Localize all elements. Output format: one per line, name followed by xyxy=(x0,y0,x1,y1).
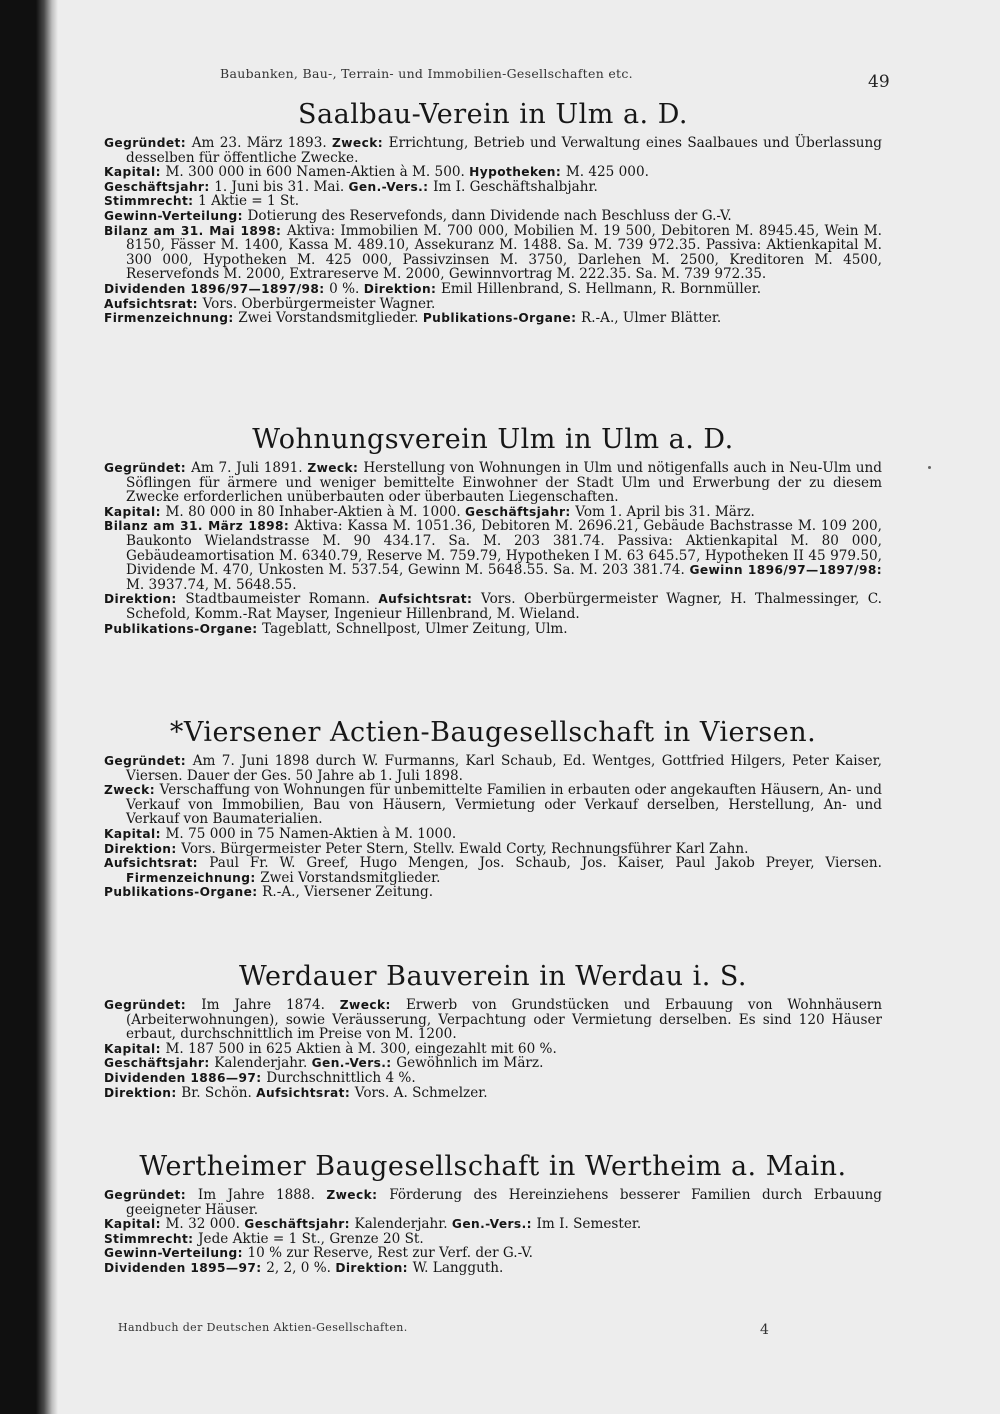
field-label: Hypotheken: xyxy=(469,165,566,180)
field-value: Dotierung des Reservefonds, dann Dividende nach Beschluss der G.-V. xyxy=(247,207,732,224)
field-value: M. 3937.74, M. 5648.55. xyxy=(126,576,297,593)
entry-line xyxy=(104,505,882,520)
field-value: Emil Hillenbrand, S. Hellmann, R. Bornmüller. xyxy=(440,280,762,297)
field-value: Im I. Geschäftshalbjahr. xyxy=(433,178,598,195)
field-label: Direktion: xyxy=(104,592,186,607)
field-label: Geschäftsjahr: xyxy=(244,1217,355,1232)
field-label: Zweck: xyxy=(307,461,364,475)
field-value: Durchschnittlich 4 %. xyxy=(266,1069,416,1086)
field-value: M. 300 000 in 600 Namen-Aktien à M. 500. xyxy=(165,164,470,181)
entry-title: Werdauer Bauverein in Werdau i. S. xyxy=(238,961,748,992)
field-label: Gewinn 1896/97—1897/98: xyxy=(689,563,882,578)
entry-body xyxy=(104,136,882,326)
field-value: 1. Juni bis 31. Mai. xyxy=(214,178,349,195)
field-value: Br. Schön. xyxy=(181,1084,257,1101)
field-label: Publikations-Organe: xyxy=(104,621,263,636)
field-label: Zweck: xyxy=(332,136,389,150)
field-label: Bilanz am 31. Mai 1898: xyxy=(104,223,287,238)
entry-wohnungsverein xyxy=(104,425,882,636)
entry-line xyxy=(104,297,882,312)
entry-line xyxy=(104,856,882,885)
entry-line xyxy=(104,136,882,165)
entry-line xyxy=(104,998,882,1042)
entry-line xyxy=(104,282,882,297)
entry-line xyxy=(104,209,882,224)
binding-shadow xyxy=(0,0,58,1414)
entry-line xyxy=(104,885,882,900)
field-value: Aktiva: Immobilien M. 700 000, Mobilien M. 19 500, Debitoren M. 8945.45, Wein M. 8150, Fässer M. 1400, Kassa M. 489.10, Assekuranz M. 1488. Sa. M. 739 972.35. Passiva: Aktienkapital M. 300 000, Hypotheken M. 425 000, Passivzinsen M. 3750, Darlehen M. 2500, Kreditoren M. 4500, Reservefonds M. 2000, Extrareserve M. 2000, Gewinnvortrag M. 222.35. Sa. M. 739 972.35. xyxy=(126,222,882,283)
field-value: Aktiva: Kassa M. 1051.36, Debitoren M. 2696.21, Gebäude Bachstrasse M. 109 200, Baukonto Wielandstrasse M. 90 434.17. Sa. M. 203 381.74. Passiva: Aktienkapital M. 80 000, Gebäudeamortisation M. 6340.79, Reserve M. 759.79, Hypotheken I M. 63 645.57, Hypotheken II 45 979.50, Dividende M. 470, Unkosten M. 537.54, Gewinn M. 5648.55. Sa. M. 203 381.74. xyxy=(126,518,882,579)
entry-line xyxy=(104,1071,882,1086)
signature-mark: 4 xyxy=(760,1322,769,1338)
field-value: 0 %. xyxy=(329,280,364,297)
field-label: Gewinn-Verteilung: xyxy=(104,1246,248,1261)
field-value: Herstellung von Wohnungen in Ulm und nötigenfalls auch in Neu-Ulm und Söflingen für ärmere und weniger bemittelte Einwohner der Stadt Ulm und Erwerbung der zu diesem Zwecke erforderlichen unüberbauten oder überbauten Liegenschaften. xyxy=(126,460,882,506)
running-header: Baubanken, Bau-, Terrain- und Immobilien-Gesellschaften etc. xyxy=(220,66,633,81)
field-label: Dividenden 1886—97: xyxy=(104,1070,267,1085)
field-label: Kapital: xyxy=(104,826,166,841)
field-value: Zwei Vorstandsmitglieder. xyxy=(238,310,423,327)
field-value: Paul Fr. W. Greef, Hugo Mengen, Jos. Schaub, Jos. Kaiser, Paul Jakob Preyer, Viersen. xyxy=(209,855,882,872)
field-label: Aufsichtsrat: xyxy=(104,296,203,311)
field-value: Gewöhnlich im März. xyxy=(396,1055,544,1072)
field-label: Kapital: xyxy=(104,504,166,519)
entry-line xyxy=(104,1232,882,1247)
entry-title: Saalbau-Verein in Ulm a. D. xyxy=(298,99,688,130)
page-number: 49 xyxy=(868,72,890,92)
entry-body xyxy=(104,754,882,900)
field-value: 2, 2, 0 %. xyxy=(266,1259,336,1276)
entry-line xyxy=(104,783,882,827)
field-label: Geschäftsjahr: xyxy=(104,179,215,194)
field-value: M. 32 000. xyxy=(165,1216,245,1233)
entry-viersener-actien-baugesellschaft xyxy=(104,718,882,900)
field-label: Direktion: xyxy=(335,1260,413,1275)
entry-body xyxy=(104,998,882,1100)
footer-source: Handbuch der Deutschen Aktien-Gesellschaften. xyxy=(118,1321,408,1334)
field-value: M. 80 000 in 80 Inhaber-Aktien à M. 1000. xyxy=(165,503,466,520)
field-label: Direktion: xyxy=(363,281,441,296)
field-value: Errichtung, Betrieb und Verwaltung eines Saalbaues und Überlassung desselben für öffentliche Zwecke. xyxy=(126,135,883,166)
field-value: Erwerb von Grundstücken und Erbauung von Wohnhäusern (Arbeiterwohnungen), sowie Veräusserung, Verpachtung oder Vermietung derselben. Es sind 120 Häuser erbaut, durchschnittlich im Preise von M. 1200. xyxy=(126,997,882,1043)
entry-line xyxy=(104,1261,882,1276)
entry-line xyxy=(104,1086,882,1101)
field-value: W. Langguth. xyxy=(412,1259,504,1276)
field-value: Verschaffung von Wohnungen für unbemittelte Familien in erbauten oder angekauften Häusern, An- und Verkauf von Immobilien, Bau von Häusern, Vermietung oder Verkauf derselben, Herstellung, An- und Verkauf von Baumaterialien. xyxy=(126,782,882,828)
field-value: Am 23. März 1893. xyxy=(191,135,333,151)
entry-wertheimer-baugesellschaft xyxy=(104,1152,882,1276)
entry-line xyxy=(104,1042,882,1057)
entry-saalbau-verein xyxy=(104,100,882,326)
field-label: Firmenzeichnung: xyxy=(104,311,239,326)
field-label: Gegründet: xyxy=(104,1188,198,1202)
field-label: Zweck: xyxy=(339,998,406,1012)
entry-line xyxy=(104,461,882,505)
field-label: Bilanz am 31. März 1898: xyxy=(104,519,295,534)
field-value: Förderung des Hereinziehens besserer Familien durch Erbauung geeigneter Häuser. xyxy=(126,1187,882,1218)
field-label: Gewinn-Verteilung: xyxy=(104,208,248,223)
entry-title: Wertheimer Baugesellschaft in Wertheim a. Main. xyxy=(139,1151,847,1182)
field-label: Aufsichtsrat: xyxy=(378,592,482,607)
field-label: Geschäftsjahr: xyxy=(104,1056,215,1071)
field-label: Gegründet: xyxy=(104,754,193,768)
field-value: 1 Aktie = 1 St. xyxy=(198,193,300,210)
field-label: Zweck: xyxy=(326,1188,390,1202)
entry-body xyxy=(104,1188,882,1276)
field-value: Im I. Semester. xyxy=(536,1216,642,1233)
entry-line xyxy=(104,194,882,209)
entry-line xyxy=(104,842,882,857)
entry-line xyxy=(104,165,882,180)
field-value: Im Jahre 1888. xyxy=(197,1187,327,1203)
field-value: Stadtbaumeister Romann. xyxy=(185,591,379,608)
field-value: 10 % zur Reserve, Rest zur Verf. der G.-V. xyxy=(247,1245,533,1262)
field-label: Gen.-Vers.: xyxy=(311,1056,397,1071)
field-value: M. 75 000 in 75 Namen-Aktien à M. 1000. xyxy=(165,825,457,842)
entry-line xyxy=(104,754,882,783)
field-label: Publikations-Organe: xyxy=(104,885,263,900)
field-label: Aufsichtsrat: xyxy=(256,1085,355,1100)
field-value: Kalenderjahr. xyxy=(214,1055,312,1072)
field-value: Tageblatt, Schnellpost, Ulmer Zeitung, Ulm. xyxy=(262,620,568,637)
field-value: Zwei Vorstandsmitglieder. xyxy=(260,869,441,886)
field-value: Kalenderjahr. xyxy=(354,1216,452,1233)
field-value: Vors. A. Schmelzer. xyxy=(354,1084,488,1101)
field-label: Publikations-Organe: xyxy=(422,311,581,326)
field-label: Direktion: xyxy=(104,841,182,856)
field-label: Firmenzeichnung: xyxy=(126,870,261,885)
entry-line xyxy=(104,1188,882,1217)
field-value: Vom 1. April bis 31. März. xyxy=(575,503,755,520)
field-value: R.-A., Viersener Zeitung. xyxy=(262,884,434,901)
field-label: Zweck: xyxy=(104,783,160,798)
entry-title: *Viersener Actien-Baugesellschaft in Viersen. xyxy=(169,717,817,748)
field-value: Vors. Bürgermeister Peter Stern, Stellv. Ewald Corty, Rechnungsführer Karl Zahn. xyxy=(181,840,749,857)
field-value: Am 7. Juni 1898 durch W. Furmanns, Karl Schaub, Ed. Wentges, Gottfried Hilgers, Peter Kaiser, Viersen. Dauer der Ges. 50 Jahre ab 1. Juli 1898. xyxy=(126,753,882,784)
field-label: Direktion: xyxy=(104,1085,182,1100)
field-value: Jede Aktie = 1 St., Grenze 20 St. xyxy=(198,1230,424,1247)
field-label: Kapital: xyxy=(104,1217,166,1232)
field-label: Geschäftsjahr: xyxy=(465,504,576,519)
entry-line xyxy=(104,592,882,621)
entry-line xyxy=(104,1056,882,1071)
entry-line xyxy=(104,1217,882,1232)
field-value: Am 7. Juli 1891. xyxy=(191,460,308,476)
field-value: M. 425 000. xyxy=(565,164,649,181)
entry-line xyxy=(104,180,882,195)
field-label: Gegründet: xyxy=(104,998,202,1012)
field-label: Stimmrecht: xyxy=(104,1231,199,1246)
field-label: Dividenden 1895—97: xyxy=(104,1260,267,1275)
entry-line xyxy=(104,224,882,282)
entry-body xyxy=(104,461,882,636)
field-label: Gegründet: xyxy=(104,461,192,475)
entry-werdauer-bauverein xyxy=(104,962,882,1100)
entry-line xyxy=(104,1246,882,1261)
field-label: Stimmrecht: xyxy=(104,194,199,209)
field-label: Kapital: xyxy=(104,165,166,180)
entry-line xyxy=(104,311,882,326)
field-label: Kapital: xyxy=(104,1041,166,1056)
print-speck xyxy=(928,466,931,469)
entry-title: Wohnungsverein Ulm in Ulm a. D. xyxy=(252,424,734,455)
entry-line xyxy=(104,519,882,592)
entry-line xyxy=(104,827,882,842)
field-value: Vors. Oberbürgermeister Wagner, H. Thalmessinger, C. Schefold, Komm.-Rat Mayser, Ingenieur Hillenbrand, M. Wieland. xyxy=(126,591,883,622)
field-label: Gen.-Vers.: xyxy=(348,179,434,194)
field-value: M. 187 500 in 625 Aktien à M. 300, eingezahlt mit 60 %. xyxy=(165,1040,557,1057)
entry-line xyxy=(104,622,882,637)
field-label: Dividenden 1896/97—1897/98: xyxy=(104,281,330,296)
field-value: R.-A., Ulmer Blätter. xyxy=(581,310,722,327)
field-label: Gegründet: xyxy=(104,136,192,150)
field-label: Gen.-Vers.: xyxy=(451,1217,537,1232)
field-label: Aufsichtsrat: xyxy=(104,856,210,871)
field-value: Vors. Oberbürgermeister Wagner. xyxy=(202,295,436,312)
field-value: Im Jahre 1874. xyxy=(201,997,340,1013)
